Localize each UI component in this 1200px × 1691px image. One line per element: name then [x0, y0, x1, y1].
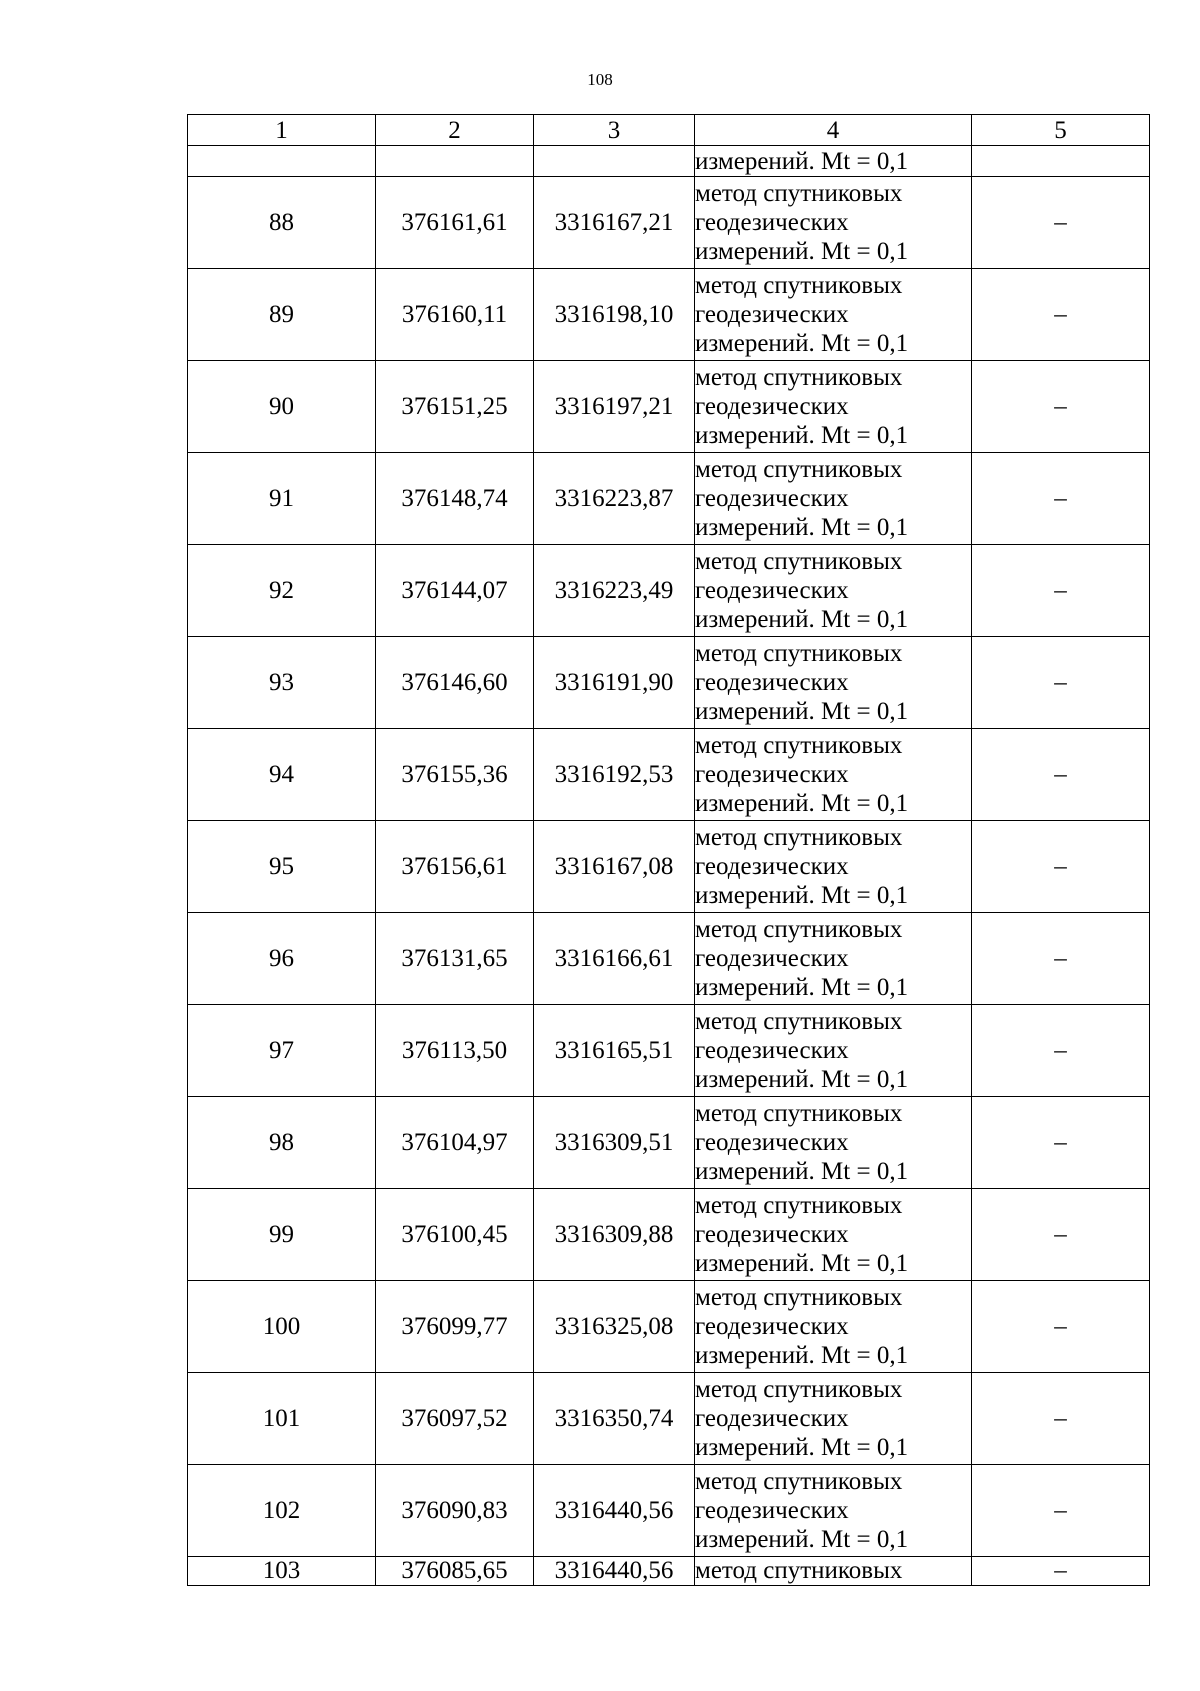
- method-line: геодезических: [695, 485, 849, 512]
- method-cell: [695, 1005, 972, 1097]
- method-cell: [695, 913, 972, 1005]
- table-row: [188, 269, 1150, 361]
- y-coordinate-cell: 3316191,90: [534, 637, 695, 729]
- column-header-2: 2: [376, 115, 534, 146]
- note-cell: –: [972, 1281, 1150, 1373]
- method-line: измерений. Mt = 0,1: [695, 1250, 909, 1277]
- x-coordinate-cell: 376090,83: [376, 1465, 534, 1557]
- note-cell: –: [972, 821, 1150, 913]
- method-line: измерений. Mt = 0,1: [695, 606, 909, 633]
- y-coordinate-cell: 3316440,56: [534, 1557, 695, 1586]
- table-row: [188, 1557, 1150, 1586]
- method-line: измерений. Mt = 0,1: [695, 330, 909, 357]
- point-number-cell: 103: [188, 1557, 376, 1586]
- table-row: [188, 637, 1150, 729]
- method-line: измерений. Mt = 0,1: [695, 790, 909, 817]
- point-number-cell: 100: [188, 1281, 376, 1373]
- point-number-cell: 96: [188, 913, 376, 1005]
- note-cell: –: [972, 545, 1150, 637]
- table-row: [188, 177, 1150, 269]
- y-coordinate-cell: 3316440,56: [534, 1465, 695, 1557]
- point-number-cell: 91: [188, 453, 376, 545]
- method-line: метод спутниковых: [695, 364, 903, 391]
- table-row: [188, 1097, 1150, 1189]
- empty-cell: [376, 146, 534, 177]
- method-cell: [695, 1097, 972, 1189]
- note-cell: –: [972, 361, 1150, 453]
- x-coordinate-cell: 376160,11: [376, 269, 534, 361]
- x-coordinate-cell: 376161,61: [376, 177, 534, 269]
- note-cell: –: [972, 913, 1150, 1005]
- point-number-cell: 93: [188, 637, 376, 729]
- method-line: геодезических: [695, 853, 849, 880]
- point-number-cell: 88: [188, 177, 376, 269]
- method-cell: измерений. Mt = 0,1: [695, 146, 972, 177]
- page-number: 108: [587, 70, 613, 89]
- point-number-cell: 98: [188, 1097, 376, 1189]
- point-number-cell: 90: [188, 361, 376, 453]
- method-line: геодезических: [695, 1497, 849, 1524]
- y-coordinate-cell: 3316309,88: [534, 1189, 695, 1281]
- method-line: геодезических: [695, 1221, 849, 1248]
- method-line: измерений. Mt = 0,1: [695, 514, 909, 541]
- column-header-4: 4: [695, 115, 972, 146]
- note-cell: –: [972, 1097, 1150, 1189]
- point-number-cell: 92: [188, 545, 376, 637]
- method-line: метод спутниковых: [695, 824, 903, 851]
- table-header-row: [188, 115, 1150, 146]
- method-line: измерений. Mt = 0,1: [695, 1342, 909, 1369]
- point-number-cell: 102: [188, 1465, 376, 1557]
- table-row: [188, 1005, 1150, 1097]
- x-coordinate-cell: 376148,74: [376, 453, 534, 545]
- method-line: измерений. Mt = 0,1: [695, 422, 909, 449]
- method-line: геодезических: [695, 1405, 849, 1432]
- x-coordinate-cell: 376085,65: [376, 1557, 534, 1586]
- method-line: метод спутниковых: [695, 732, 903, 759]
- table-row: [188, 729, 1150, 821]
- table-row: [188, 913, 1150, 1005]
- table-row: [188, 1281, 1150, 1373]
- y-coordinate-cell: 3316198,10: [534, 269, 695, 361]
- method-line: метод спутниковых: [695, 1284, 903, 1311]
- method-cell: [695, 177, 972, 269]
- y-coordinate-cell: 3316165,51: [534, 1005, 695, 1097]
- x-coordinate-cell: 376097,52: [376, 1373, 534, 1465]
- method-cell: [695, 545, 972, 637]
- method-cell: [695, 1465, 972, 1557]
- method-line: измерений. Mt = 0,1: [695, 1526, 909, 1553]
- method-cell: [695, 821, 972, 913]
- method-cell: [695, 729, 972, 821]
- method-cell: [695, 269, 972, 361]
- note-cell: –: [972, 729, 1150, 821]
- method-line: метод спутниковых: [695, 1468, 903, 1495]
- method-line: геодезических: [695, 669, 849, 696]
- coordinates-table: [187, 114, 1150, 1586]
- method-line: метод спутниковых: [695, 1100, 903, 1127]
- note-cell: –: [972, 1465, 1150, 1557]
- empty-cell: [188, 146, 376, 177]
- column-header-1: 1: [188, 115, 376, 146]
- method-line: измерений. Mt = 0,1: [695, 1066, 909, 1093]
- empty-cell: [972, 146, 1150, 177]
- method-line: измерений. Mt = 0,1: [695, 698, 909, 725]
- method-line: метод спутниковых: [695, 456, 903, 483]
- y-coordinate-cell: 3316350,74: [534, 1373, 695, 1465]
- x-coordinate-cell: 376131,65: [376, 913, 534, 1005]
- note-cell: –: [972, 177, 1150, 269]
- method-line: измерений. Mt = 0,1: [695, 974, 909, 1001]
- table-row: [188, 545, 1150, 637]
- method-line: геодезических: [695, 393, 849, 420]
- y-coordinate-cell: 3316197,21: [534, 361, 695, 453]
- method-line: измерений. Mt = 0,1: [695, 882, 909, 909]
- method-cell: [695, 637, 972, 729]
- method-line: метод спутниковых: [695, 916, 903, 943]
- method-line: геодезических: [695, 301, 849, 328]
- y-coordinate-cell: 3316166,61: [534, 913, 695, 1005]
- point-number-cell: 101: [188, 1373, 376, 1465]
- x-coordinate-cell: 376100,45: [376, 1189, 534, 1281]
- point-number-cell: 95: [188, 821, 376, 913]
- method-line: геодезических: [695, 761, 849, 788]
- y-coordinate-cell: 3316223,49: [534, 545, 695, 637]
- method-cell: [695, 453, 972, 545]
- note-cell: –: [972, 1557, 1150, 1586]
- point-number-cell: 99: [188, 1189, 376, 1281]
- x-coordinate-cell: 376151,25: [376, 361, 534, 453]
- method-cell: [695, 361, 972, 453]
- method-line: метод спутниковых: [695, 640, 903, 667]
- x-coordinate-cell: 376156,61: [376, 821, 534, 913]
- y-coordinate-cell: 3316167,21: [534, 177, 695, 269]
- method-line: геодезических: [695, 1037, 849, 1064]
- method-cell: [695, 1281, 972, 1373]
- x-coordinate-cell: 376144,07: [376, 545, 534, 637]
- table-row: [188, 1465, 1150, 1557]
- method-line: метод спутниковых: [695, 1376, 903, 1403]
- method-line: геодезических: [695, 945, 849, 972]
- note-cell: –: [972, 269, 1150, 361]
- method-line: метод спутниковых: [695, 272, 903, 299]
- method-line: метод спутниковых: [695, 1192, 903, 1219]
- note-cell: –: [972, 1005, 1150, 1097]
- note-cell: –: [972, 453, 1150, 545]
- method-line: геодезических: [695, 577, 849, 604]
- method-line: измерений. Mt = 0,1: [695, 238, 909, 265]
- method-cell: метод спутниковых: [695, 1557, 972, 1586]
- method-line: геодезических: [695, 209, 849, 236]
- method-line: измерений. Mt = 0,1: [695, 1158, 909, 1185]
- x-coordinate-cell: 376146,60: [376, 637, 534, 729]
- method-line: геодезических: [695, 1313, 849, 1340]
- y-coordinate-cell: 3316167,08: [534, 821, 695, 913]
- y-coordinate-cell: 3316192,53: [534, 729, 695, 821]
- point-number-cell: 97: [188, 1005, 376, 1097]
- point-number-cell: 89: [188, 269, 376, 361]
- method-line: метод спутниковых: [695, 548, 903, 575]
- method-line: геодезических: [695, 1129, 849, 1156]
- point-number-cell: 94: [188, 729, 376, 821]
- table-row: [188, 361, 1150, 453]
- column-header-5: 5: [972, 115, 1150, 146]
- x-coordinate-cell: 376113,50: [376, 1005, 534, 1097]
- method-line: метод спутниковых: [695, 1008, 903, 1035]
- method-cell: [695, 1373, 972, 1465]
- note-cell: –: [972, 637, 1150, 729]
- x-coordinate-cell: 376099,77: [376, 1281, 534, 1373]
- y-coordinate-cell: 3316309,51: [534, 1097, 695, 1189]
- method-cell: [695, 1189, 972, 1281]
- table-row: [188, 1189, 1150, 1281]
- y-coordinate-cell: 3316223,87: [534, 453, 695, 545]
- table-row: [188, 453, 1150, 545]
- x-coordinate-cell: 376104,97: [376, 1097, 534, 1189]
- x-coordinate-cell: 376155,36: [376, 729, 534, 821]
- table-row: [188, 1373, 1150, 1465]
- note-cell: –: [972, 1373, 1150, 1465]
- table-row: [188, 821, 1150, 913]
- note-cell: –: [972, 1189, 1150, 1281]
- continuation-row: [188, 146, 1150, 177]
- method-line: метод спутниковых: [695, 180, 903, 207]
- method-line: измерений. Mt = 0,1: [695, 1434, 909, 1461]
- empty-cell: [534, 146, 695, 177]
- column-header-3: 3: [534, 115, 695, 146]
- y-coordinate-cell: 3316325,08: [534, 1281, 695, 1373]
